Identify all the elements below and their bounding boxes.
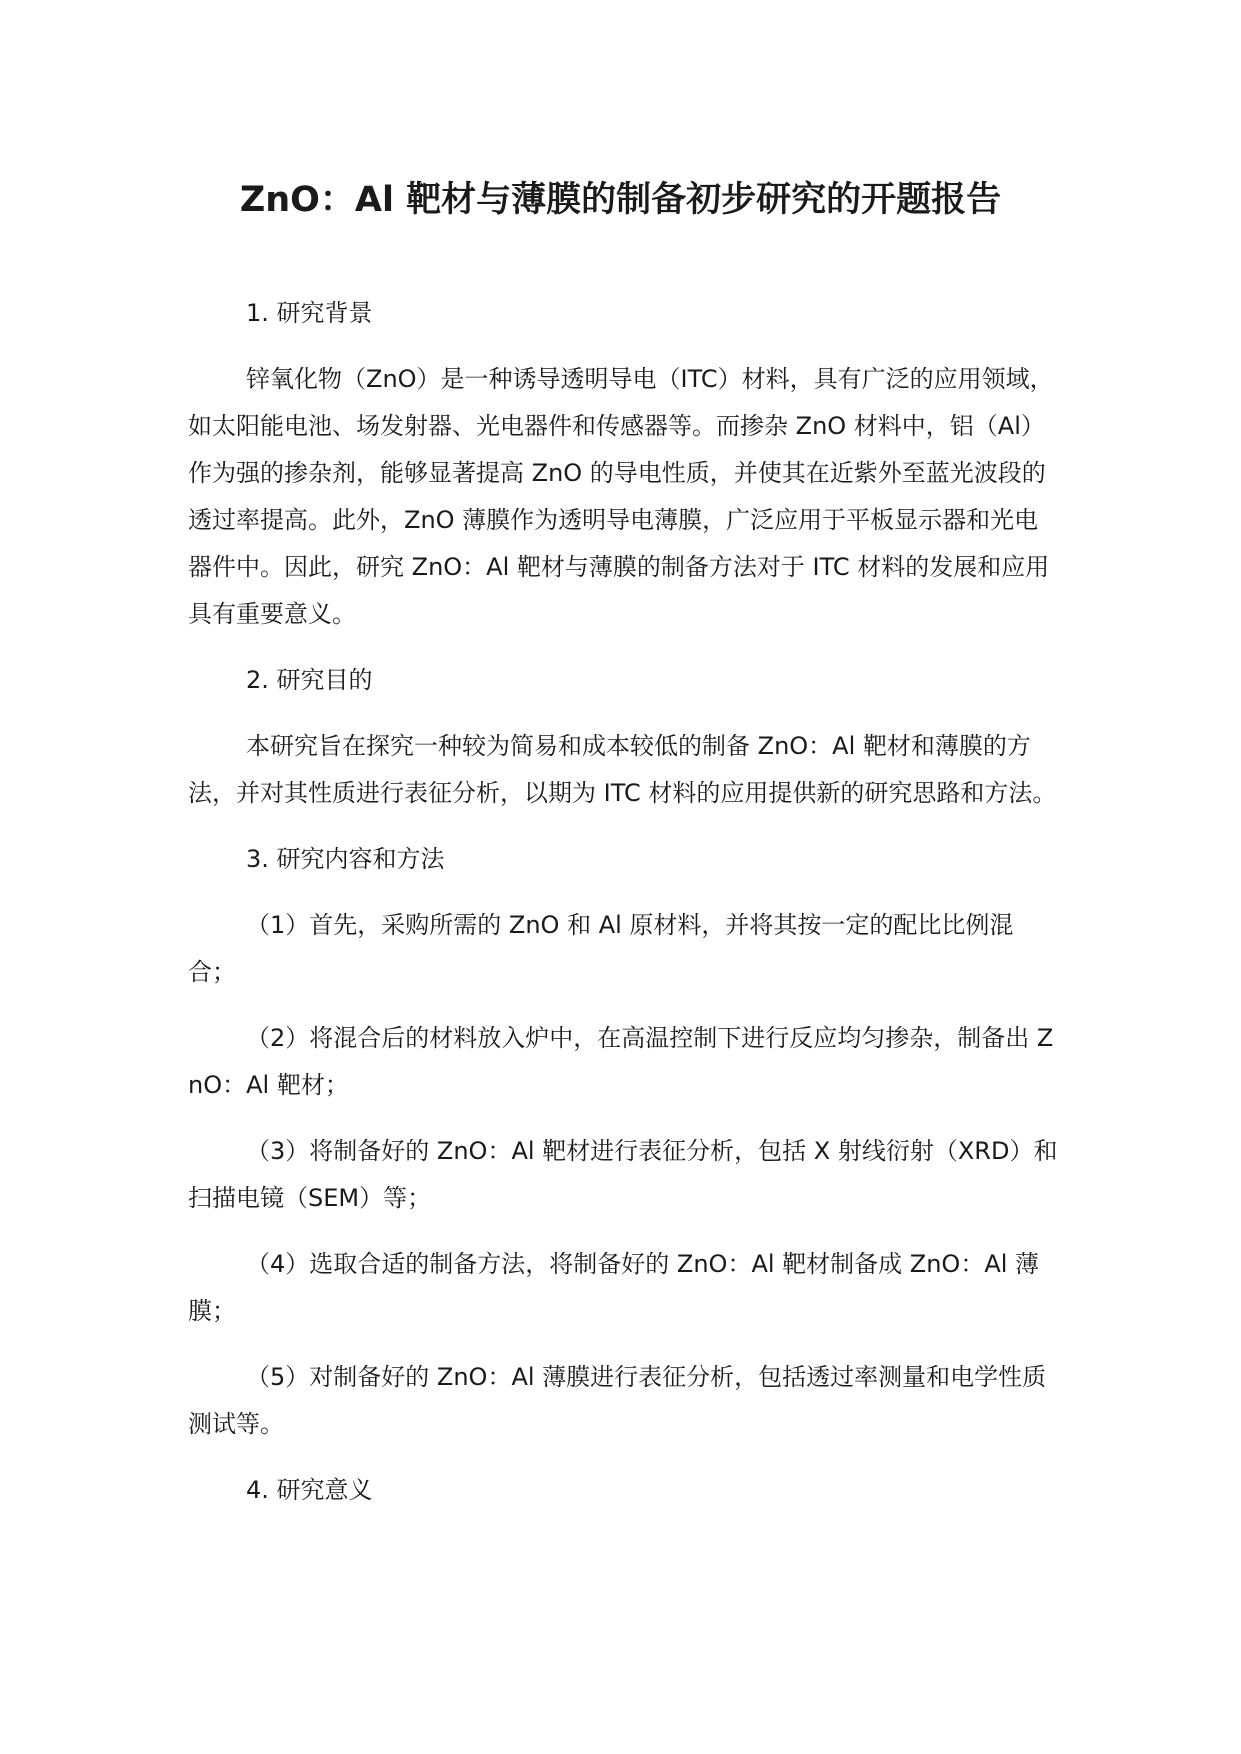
section-heading-significance: 4. 研究意义 [246,1476,373,1504]
section-heading-purpose: 2. 研究目的 [246,666,373,694]
method-step-1: （1）首先，采购所需的 ZnO 和 Al 原材料，并将其按一定的配比比例混合； [188,911,1014,986]
section-heading-methods: 3. 研究内容和方法 [246,845,445,873]
method-step-2: （2）将混合后的材料放入炉中，在高温控制下进行反应均匀掺杂，制备出 ZnO：Al 靶材； [188,1024,1054,1099]
paragraph-purpose: 本研究旨在探究一种较为简易和成本较低的制备 ZnO：Al 靶材和薄膜的方法，并对其性质进行表征分析，以期为 ITC 材料的应用提供新的研究思路和方法。 [188,732,1057,807]
method-step-3: （3）将制备好的 ZnO：Al 靶材进行表征分析，包括 X 射线衍射（XRD）和扫描电镜（SEM）等； [188,1137,1058,1212]
document-title: ZnO：Al 靶材与薄膜的制备初步研究的开题报告 [239,180,1002,220]
paragraph-background: 锌氧化物（ZnO）是一种诱导透明导电（ITC）材料，具有广泛的应用领域，如太阳能电池、场发射器、光电器件和传感器等。而掺杂 ZnO 材料中，铝（Al）作为强的掺杂剂，能够显著提高 ZnO 的导电性质，并使其在近紫外至蓝光波段的透过率提高。此外，ZnO 薄膜作为透明导电薄膜，广泛应用于平板显示器和光电器件中。因此，研究 ZnO：Al 靶材与薄膜的制备方法对于 ITC 材料的发展和应用具有重要意义。 [188,365,1054,628]
method-step-5: （5）对制备好的 ZnO：Al 薄膜进行表征分析，包括透过率测量和电学性质测试等。 [188,1363,1047,1438]
section-heading-background: 1. 研究背景 [246,299,373,327]
document-body [188,290,1058,1533]
method-step-4: （4）选取合适的制备方法，将制备好的 ZnO：Al 靶材制备成 ZnO：Al 薄膜； [188,1250,1040,1325]
